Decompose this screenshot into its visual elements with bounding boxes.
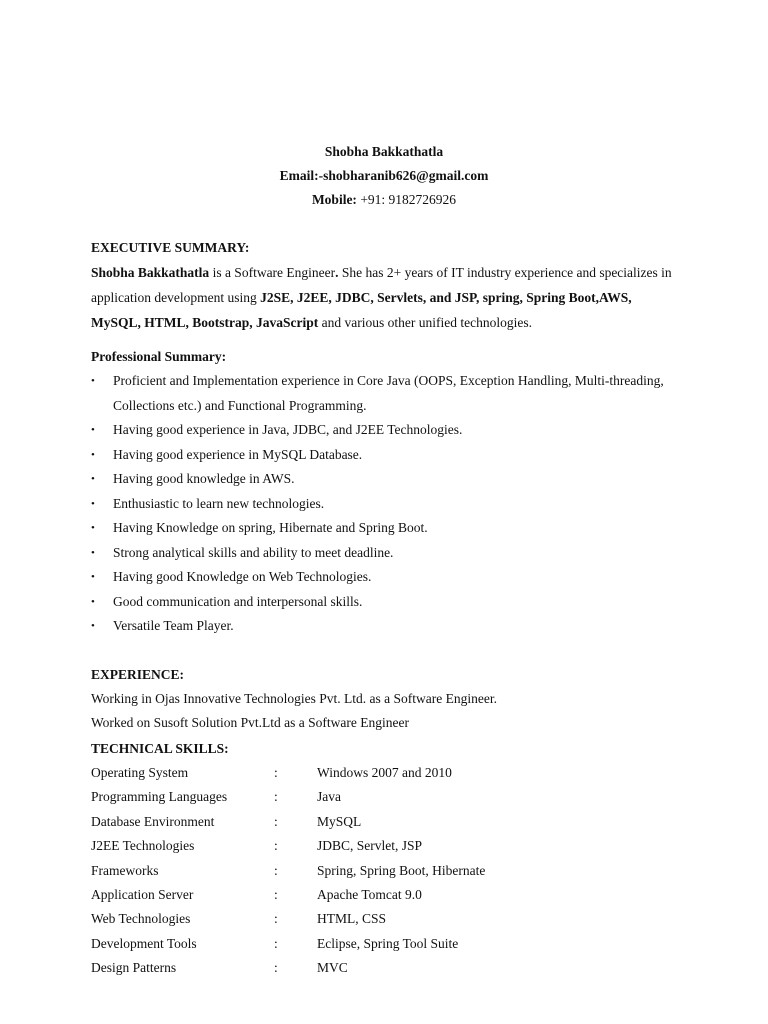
table-row: Application Server : Apache Tomcat 9.0 — [91, 886, 422, 902]
summary-dot: . — [335, 265, 339, 280]
summary-name: Shobha Bakkathatla — [91, 265, 210, 280]
list-item: • Versatile Team Player. — [91, 614, 691, 639]
table-row: Web Technologies : HTML, CSS — [91, 911, 387, 927]
list-item: • Having good experience in Java, JDBC, and J2EE Technologies. — [91, 418, 691, 443]
list-item: • Having Knowledge on spring, Hibernate and Spring Boot. — [91, 516, 691, 541]
summary-text-1: is a Software Engineer — [209, 265, 336, 280]
mobile-line — [0, 188, 768, 212]
technical-skills-section — [91, 737, 691, 981]
list-item: • Strong analytical skills and ability to meet deadline. — [91, 541, 691, 566]
list-item: • Having good knowledge in AWS. — [91, 467, 691, 492]
experience-line: Working in Ojas Innovative Technologies Pvt. Ltd. as a Software Engineer. — [91, 691, 498, 706]
experience-heading: EXPERIENCE: — [91, 667, 185, 682]
list-item: • Proficient and Implementation experience in Core Java (OOPS, Exception Handling, Multi-threading, Collections etc.) and Functional Programming. — [91, 369, 691, 418]
bullet-icon: • — [91, 546, 95, 559]
bullet-icon: • — [91, 424, 95, 436]
list-item: • Good communication and interpersonal skills. — [91, 590, 691, 615]
bullet-icon: • — [91, 473, 95, 485]
professional-summary-heading: Professional Summary: — [91, 349, 227, 364]
list-item: • Enthusiastic to learn new technologies. — [91, 492, 691, 517]
table-row: Development Tools : Eclipse, Spring Tool Suite — [91, 935, 459, 951]
mobile-label: Mobile: — [311, 192, 357, 207]
list-item: • Having good experience in MySQL Database. — [91, 443, 691, 468]
summary-skills-2: MySQL, HTML, Bootstrap, JavaScript — [91, 315, 319, 330]
professional-summary-section — [91, 345, 691, 639]
table-row: Programming Languages : Java — [91, 789, 341, 805]
mobile-value: +91: 9182726926 — [356, 192, 457, 207]
bullet-icon: • — [91, 620, 95, 632]
experience-line: Worked on Susoft Solution Pvt.Ltd as a Software Engineer — [91, 715, 409, 730]
table-row: J2EE Technologies : JDBC, Servlet, JSP — [91, 838, 423, 854]
executive-summary-text — [91, 260, 681, 335]
executive-summary-section — [91, 236, 691, 335]
list-item: • Having good Knowledge on Web Technologies. — [91, 565, 691, 590]
executive-summary-heading: EXECUTIVE SUMMARY: — [91, 240, 250, 255]
professional-summary-list — [91, 369, 691, 639]
technical-skills-heading: TECHNICAL SKILLS: — [91, 741, 229, 756]
bullet-icon: • — [91, 522, 95, 534]
table-row: Operating System : Windows 2007 and 2010 — [91, 765, 452, 780]
bullet-icon: • — [91, 448, 95, 461]
table-row: Database Environment : MySQL — [91, 813, 362, 829]
candidate-name: Shobha Bakkathatla — [324, 144, 444, 159]
summary-skills-1: J2SE, J2EE, JDBC, Servlets, and JSP, spring, Spring Boot,AWS, — [260, 290, 632, 305]
bullet-icon: • — [91, 571, 95, 583]
technical-skills-table — [91, 761, 691, 981]
bullet-icon: • — [91, 375, 95, 387]
summary-text-2: She has 2+ years of IT industry experience and specializes in application development using — [91, 265, 672, 305]
table-row: Design Patterns : MVC — [91, 960, 348, 976]
contact-header — [0, 140, 768, 212]
experience-section — [91, 663, 691, 735]
email-line: Email:-shobharanib626@gmail.com — [279, 168, 489, 183]
summary-text-3: and various other unified technologies. — [318, 315, 532, 330]
bullet-icon: • — [91, 595, 95, 608]
bullet-icon: • — [91, 497, 95, 510]
table-row: Frameworks : Spring, Spring Boot, Hibernate — [91, 862, 486, 878]
